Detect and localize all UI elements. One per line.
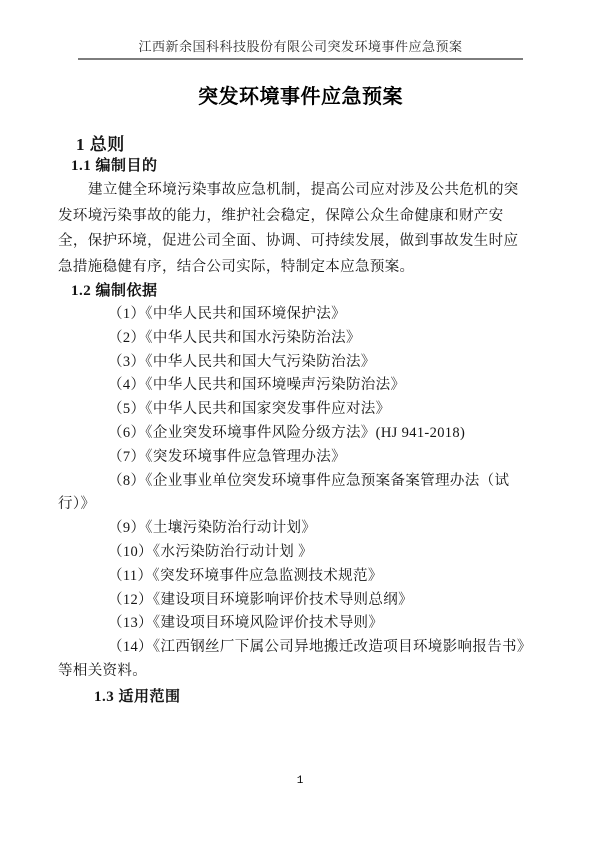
reference-item-line: （10）《水污染防治行动计划 》 [108,543,313,560]
paragraph-line: 急措施稳健有序，结合公司实际，特制定本应急预案。 [58,258,415,275]
reference-item-line: （7）《突发环境事件应急管理办法》 [108,448,346,465]
paragraph-line: 建立健全环境污染事故应急机制，提高公司应对涉及公共危机的突 [88,182,519,198]
reference-list [58,303,532,684]
reference-item-line: （6）《企业突发环境事件风险分级方法》(HJ 941-2018) [108,424,466,441]
section-heading-1-2: 1.2 编制依据 [71,283,158,299]
reference-item-line: （14）《江西钢丝厂下属公司异地搬迁改造项目环境影响报告书》 [108,639,532,656]
reference-item-line: （2）《中华人民共和国水污染防治法》 [108,329,361,346]
reference-item-line: （5）《中华人民共和国家突发事件应对法》 [108,401,391,418]
paragraph-line: 发环境污染事故的能力，维护社会稳定，保障公众生命健康和财产安 [58,207,504,224]
page-header [78,40,523,60]
reference-item-continuation-line: 等相关资料。 [58,662,148,679]
section-heading-1-1: 1.1 编制目的 [71,158,158,174]
paragraph-line: 全，保护环境，促进公司全面、协调、可持续发展，做到事故发生时应 [58,233,519,249]
reference-item-line: （4）《中华人民共和国环境噪声污染防治法》 [108,377,406,394]
document-title: 突发环境事件应急预案 [198,86,403,108]
reference-item-line: （1）《中华人民共和国环境保护法》 [108,306,346,322]
reference-item-line: （9）《土壤污染防治行动计划》 [108,520,317,537]
section-heading-1: 1 总则 [76,135,125,154]
page-number: 1 [296,775,304,787]
reference-item-line: （11）《突发环境事件应急监测技术规范》 [108,567,383,584]
reference-item-line: （8）《企业事业单位突发环境事件应急预案备案管理办法（试 [108,472,510,489]
reference-item-line: （13）《建设项目环境风险评价技术导则》 [108,615,384,632]
header-running-title: 江西新余国科科技股份有限公司突发环境事件应急预案 [138,39,463,54]
reference-item-continuation-line: 行）》 [58,496,96,513]
section-heading-1-3: 1.3 适用范围 [94,688,181,705]
reference-item-line: （12）《建设项目环境影响评价技术导则总纲》 [108,591,413,608]
purpose-paragraph [58,178,520,280]
reference-item-line: （3）《中华人民共和国大气污染防治法》 [108,353,376,370]
document-body [58,134,532,710]
